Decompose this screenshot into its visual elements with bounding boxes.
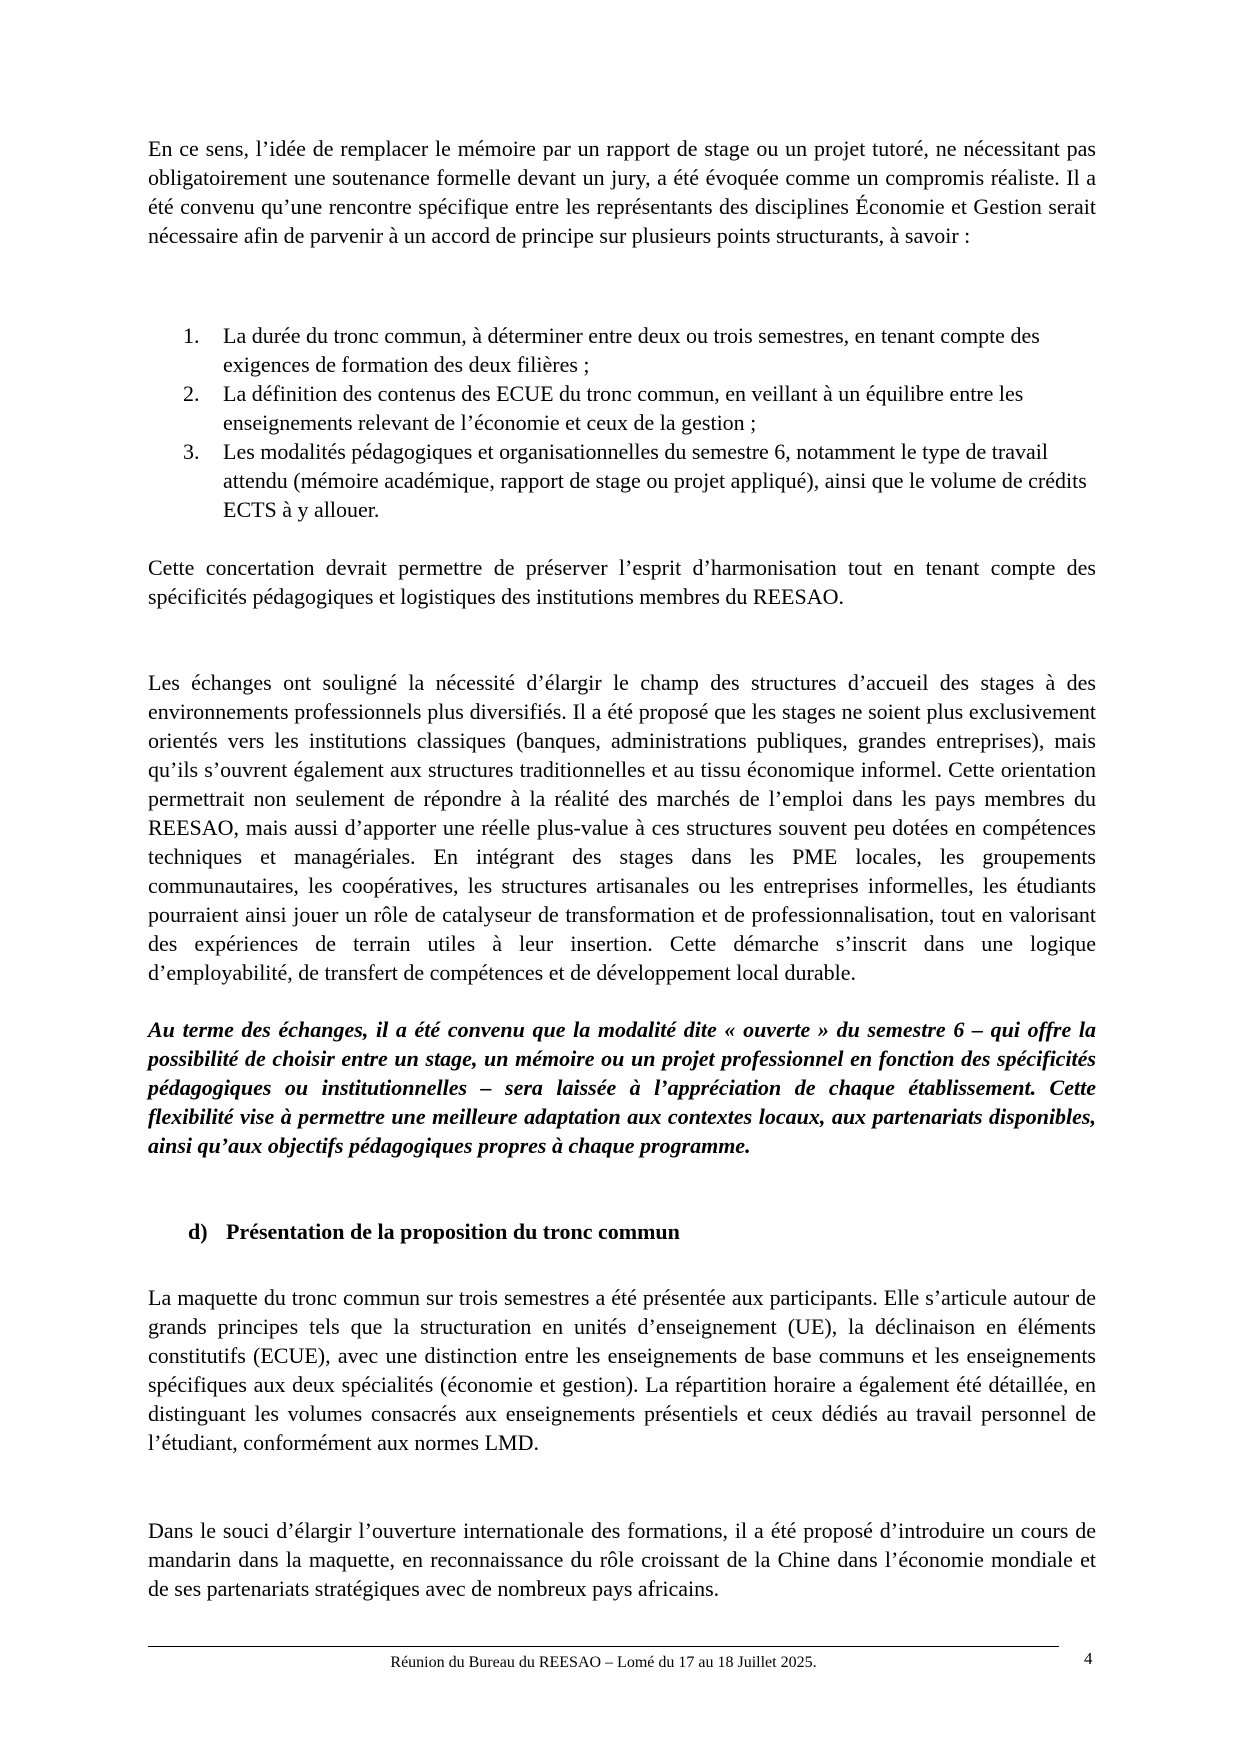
paragraph-maquette: La maquette du tronc commun sur trois semestres a été présentée aux participants. Elle s’articule autour de grands principes tels que la structuration en unités d’enseignement (UE), la déclinaison en éléments constitutifs (ECUE), avec une distinction entre les enseignements de base communs et les enseignements spécifiques aux deux spécialités (économie et gestion). La répartition horaire a également été détaillée, en distinguant les volumes consacrés aux enseignements présentiels et ceux dédiés au travail personnel de l’étudiant, conformément aux normes LMD. xyxy=(148,1285,1096,1455)
list-item-text: La définition des contenus des ECUE du tronc commun, en veillant à un équilibre entre les enseignements relevant de l’économie et ceux de la gestion ; xyxy=(223,381,1024,435)
paragraph-conclusion-emphasis: Au terme des échanges, il a été convenu que la modalité dite « ouverte » du semestre 6 – qui offre la possibilité de choisir entre un stage, un mémoire ou un projet professionnel en fonction des spécificités pédagogiques ou institutionnelles – sera laissée à l’appréciation de chaque établissement. Cette flexibilité vise à permettre une meilleure adaptation aux contextes locaux, aux partenariats disponibles, ainsi qu’aux objectifs pédagogiques propres à chaque programme. xyxy=(148,1017,1096,1158)
paragraph-concertation: Cette concertation devrait permettre de préserver l’esprit d’harmonisation tout en tenant compte des spécificités pédagogiques et logistiques des institutions membres du REESAO. xyxy=(148,555,1096,609)
list-item xyxy=(148,379,1096,437)
list-item xyxy=(148,437,1096,524)
list-item-number: 1. xyxy=(183,323,200,348)
footer-divider xyxy=(148,1646,1059,1647)
list-item-number: 3. xyxy=(183,439,200,464)
paragraph-memoire-compromis: En ce sens, l’idée de remplacer le mémoire par un rapport de stage ou un projet tutoré, ne nécessitant pas obligatoirement une soutenance formelle devant un jury, a été évoquée comme un compromis réaliste. Il a été convenu qu’une rencontre spécifique entre les représentants des disciplines Économie et Gestion serait nécessaire afin de parvenir à un accord de principe sur plusieurs points structurants, à savoir : xyxy=(148,136,1096,248)
page-number: 4 xyxy=(1084,1649,1093,1668)
section-heading-letter: d) xyxy=(188,1219,208,1244)
list-item-text: Les modalités pédagogiques et organisationnelles du semestre 6, notamment le type de travail attendu (mémoire académique, rapport de stage ou projet appliqué), ainsi que le volume de crédits ECTS à y allouer. xyxy=(223,439,1087,522)
list-item-text: La durée du tronc commun, à déterminer entre deux ou trois semestres, en tenant compte des exigences de formation des deux filières ; xyxy=(223,323,1040,377)
list-item-number: 2. xyxy=(183,381,200,406)
section-heading-text: Présentation de la proposition du tronc commun xyxy=(226,1219,680,1244)
footer-text: Réunion du Bureau du REESAO – Lomé du 17 au 18 Juillet 2025. xyxy=(390,1654,817,1671)
section-heading xyxy=(188,1217,680,1246)
structuring-points-list xyxy=(148,321,1096,524)
paragraph-mandarin: Dans le souci d’élargir l’ouverture internationale des formations, il a été proposé d’introduire un cours de mandarin dans la maquette, en reconnaissance du rôle croissant de la Chine dans l’économie mondiale et de ses partenariats stratégiques avec de nombreux pays africains. xyxy=(148,1518,1096,1601)
paragraph-stages-structures: Les échanges ont souligné la nécessité d’élargir le champ des structures d’accueil des stages à des environnements professionnels plus diversifiés. Il a été proposé que les stages ne soient plus exclusivement orientés vers les institutions classiques (banques, administrations publiques, grandes entreprises), mais qu’ils s’ouvrent également aux structures traditionnelles et au tissu économique informel. Cette orientation permettrait non seulement de répondre à la réalité des marchés de l’emploi dans les pays membres du REESAO, mais aussi d’apporter une réelle plus-value à ces structures souvent peu dotées en compétences techniques et managériales. En intégrant des stages dans les PME locales, les groupements communautaires, les coopératives, les structures artisanales ou les entreprises informelles, les étudiants pourraient ainsi jouer un rôle de catalyseur de transformation et de professionnalisation, tout en valorisant des expériences de terrain utiles à leur insertion. Cette démarche s’inscrit dans une logique d’employabilité, de transfert de compétences et de développement local durable. xyxy=(148,670,1096,985)
list-item xyxy=(148,321,1096,379)
